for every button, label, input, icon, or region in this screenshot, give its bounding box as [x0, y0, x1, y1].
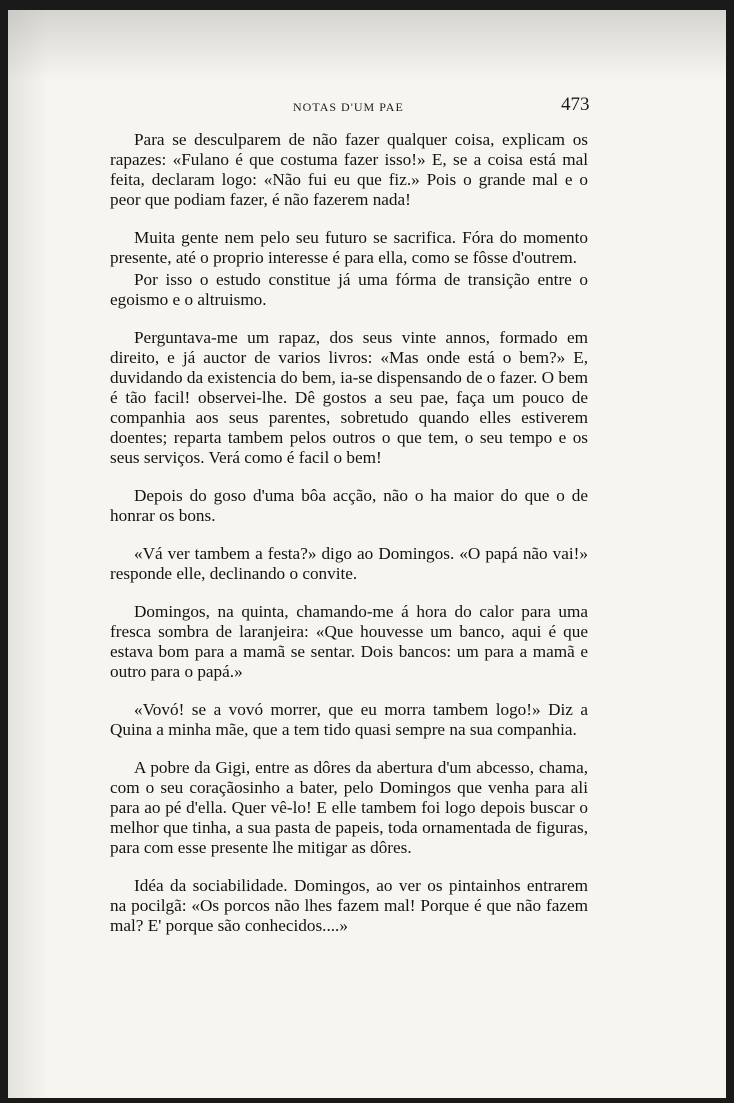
paragraph: «Vovó! se a vovó morrer, que eu morra tambem logo!» Diz a Quina a minha mãe, que a tem tido quasi sempre na sua companhia. — [110, 700, 588, 739]
page-number: 473 — [561, 94, 590, 115]
paragraph: A pobre da Gigi, entre as dôres da abertura d'um abcesso, chama, com o seu coraçãosinho a bater, pelo Domingos que venha para ali para ao pé d'ella. Quer vê-lo! E elle tambem foi logo depois buscar o melhor que tinha, a sua pasta de papeis, toda ornamentada de figuras, para com esse presente lhe mitigar as dôres. — [110, 758, 588, 857]
paragraph: Depois do goso d'uma bôa acção, não o ha maior do que o de honrar os bons. — [110, 486, 588, 525]
paragraph: Muita gente nem pelo seu futuro se sacrifica. Fóra do momento presente, até o proprio interesse é para ella, como se fôsse d'outrem. — [110, 228, 588, 267]
paragraph: Por isso o estudo constitue já uma fórma de transição entre o egoismo e o altruismo. — [110, 270, 588, 309]
scan-shadow-top — [8, 10, 726, 80]
paragraph: Domingos, na quinta, chamando-me á hora do calor para uma fresca sombra de laranjeira: «Que houvesse um banco, aqui é que estava bom para a mamã se sentar. Dois bancos: um para a mamã e outro para o papá.» — [110, 602, 588, 681]
paragraph: «Vá ver tambem a festa?» digo ao Domingos. «O papá não vai!» responde elle, declinando o convite. — [110, 544, 588, 583]
paragraph: Para se desculparem de não fazer qualquer coisa, explicam os rapazes: «Fulano é que costuma fazer isso!» E, se a coisa está mal feita, declaram logo: «Não fui eu que fiz.» Pois o grande mal e o peor que podiam fazer, é não fazerem nada! — [110, 130, 588, 209]
scan-shadow-left — [8, 10, 48, 1098]
book-page — [8, 10, 726, 1098]
running-title: NOTAS D'UM PAE — [293, 100, 404, 114]
paragraph: Idéa da sociabilidade. Domingos, ao ver os pintainhos entrarem na pocilgã: «Os porcos não lhes fazem mal! Porque é que não fazem mal? E' porque são conhecidos....» — [110, 876, 588, 935]
body-text — [110, 130, 588, 936]
paragraph: Perguntava-me um rapaz, dos seus vinte annos, formado em direito, e já auctor de varios livros: «Mas onde está o bem?» E, duvidando da existencia do bem, ia-se dispensando de o fazer. O bem é tão facil! observei-lhe. Dê gostos a seu pae, faça um pouco de companhia aos seus parentes, sobretudo quando elles estiverem doentes; reparta tambem pelos outros o que tem, o seu tempo e os seus serviços. Verá como é facil o bem! — [110, 328, 588, 467]
